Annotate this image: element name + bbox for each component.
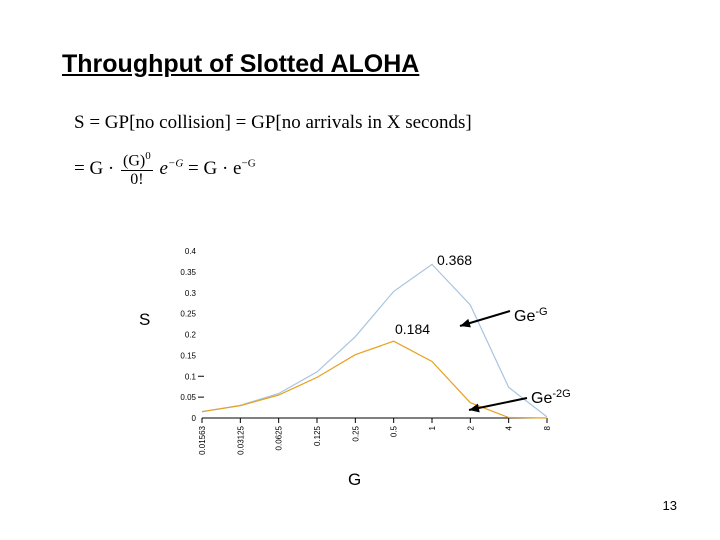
formula-end: = $G \cdot e^{-G}$ [188, 157, 256, 180]
y-tick-label: 0.3 [184, 288, 196, 298]
x-tick-label: 0.03125 [236, 426, 246, 455]
x-tick-label: 0.0625 [274, 426, 284, 451]
x-tick-label: 0.01563 [198, 426, 207, 455]
y-tick-label: 0.05 [180, 393, 196, 403]
x-tick-label: 0.5 [389, 426, 399, 438]
y-tick-label: 0 [191, 414, 196, 423]
fraction-numerator: $(G)^0$ [123, 150, 151, 170]
peak-label-1: 0.368 [437, 252, 473, 268]
y-axis-title: S [139, 310, 151, 329]
x-tick-label: 4 [504, 426, 514, 431]
page-number: 13 [662, 498, 677, 513]
x-tick-label: 0.125 [313, 426, 322, 447]
arrow-1-head [460, 319, 471, 328]
x-tick-label: 1 [428, 426, 437, 431]
y-tick-label: 0.25 [180, 309, 196, 319]
x-tick-label: 8 [543, 426, 552, 431]
y-tick-label: 0.15 [180, 351, 196, 361]
x-tick-label: 0.25 [351, 426, 361, 442]
chart-axes [139, 247, 552, 489]
series-line-1 [202, 264, 547, 417]
series-line-2 [202, 341, 547, 418]
peak-label-2: 0.184 [395, 321, 431, 337]
chart-series [202, 264, 547, 418]
series-label-1: $Ge^{-G}$ [514, 306, 548, 325]
formula-exp: $e^{-G}$ [159, 157, 184, 180]
slide-title: Throughput of Slotted ALOHA [62, 50, 420, 78]
formula-prefix: = G · [74, 158, 115, 180]
y-tick-label: 0.4 [184, 247, 196, 256]
formula-line-1: S = GP[no collision] = GP[no arrivals in X seconds] [74, 112, 472, 133]
y-tick-label: 0.2 [184, 330, 196, 340]
series-label-2: $Ge^{-2G}$ [531, 388, 571, 407]
y-tick-label: 0.1 [184, 372, 196, 382]
fraction-denominator: 0! [130, 171, 144, 189]
y-tick-label: 0.35 [180, 267, 196, 277]
x-axis-title: G [348, 470, 362, 489]
x-tick-label: 2 [466, 426, 476, 431]
